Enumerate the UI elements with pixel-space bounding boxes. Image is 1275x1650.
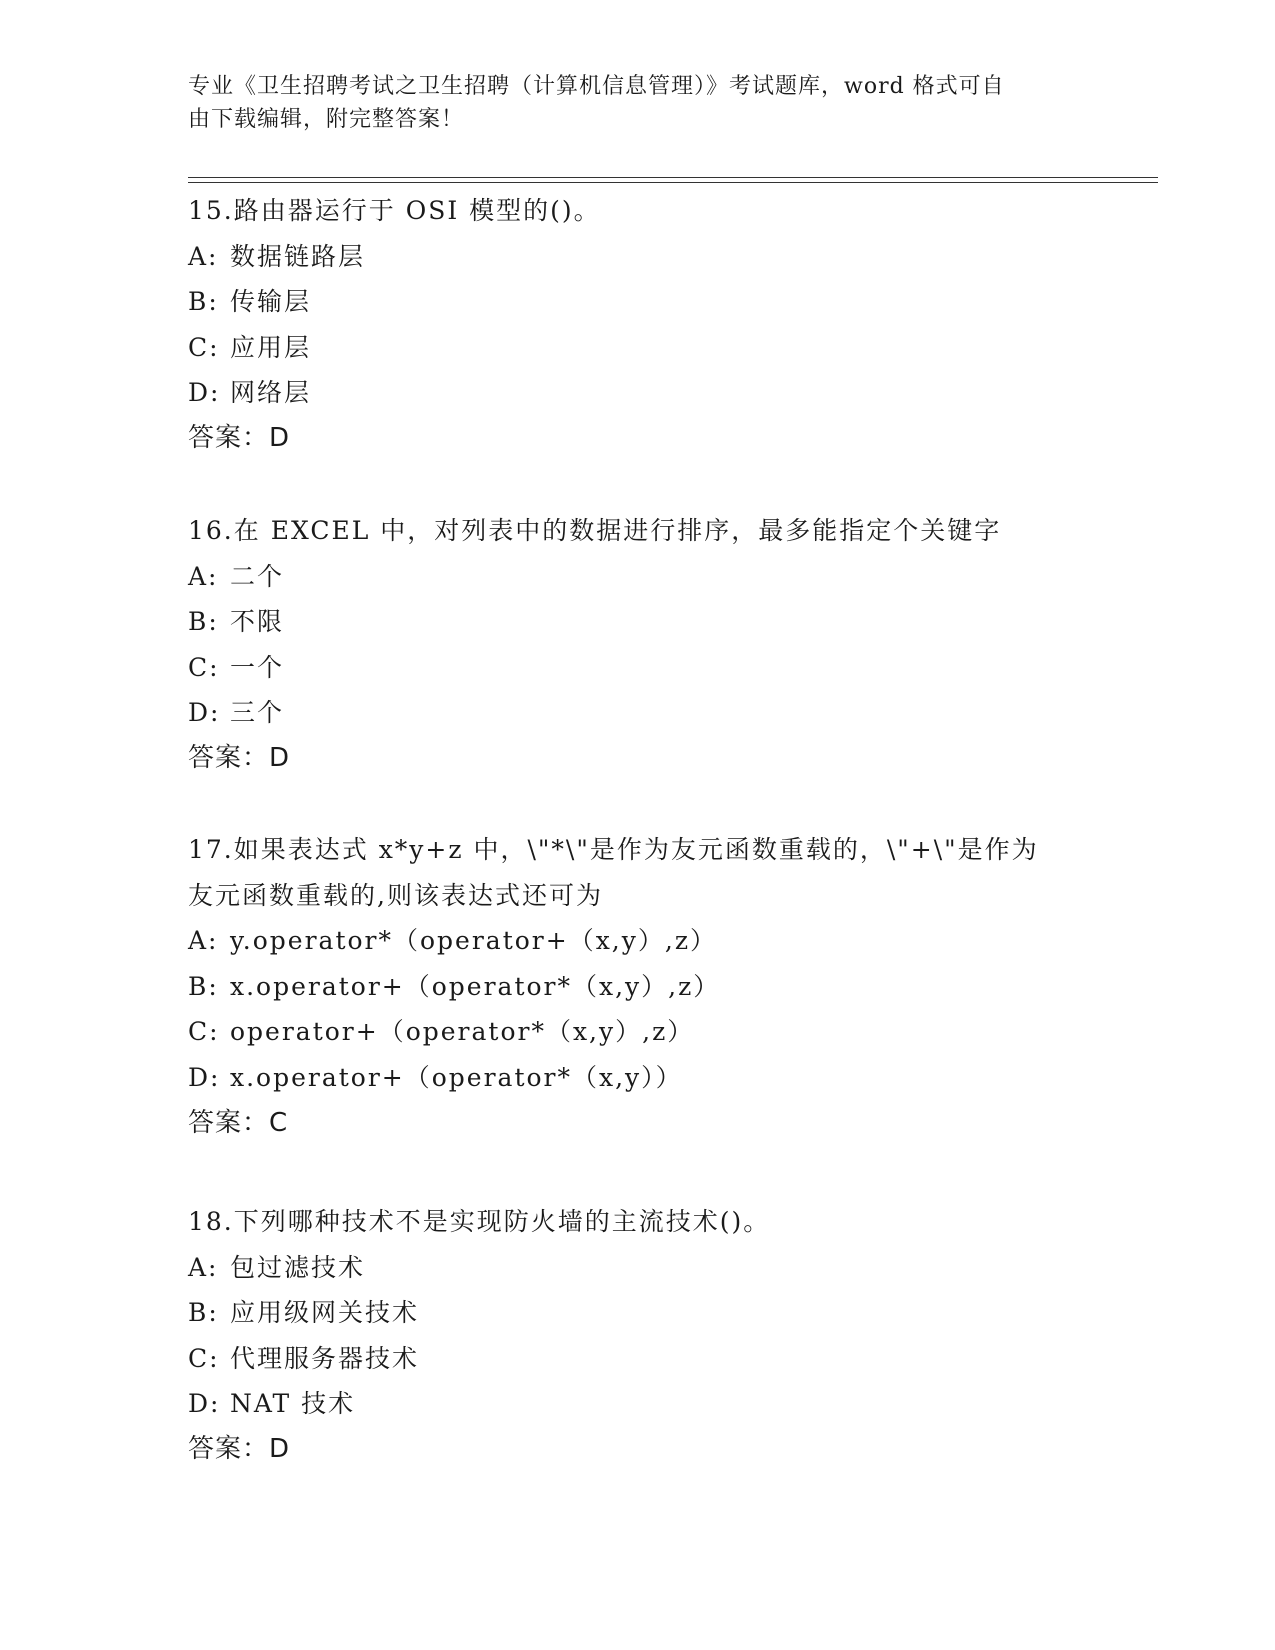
- option-a: [188, 554, 1088, 600]
- question-stem: 18.下列哪种技术不是实现防火墙的主流技术()。: [188, 1207, 771, 1236]
- question-stem: 15.路由器运行于 OSI 模型的()。: [188, 196, 601, 225]
- document-header: [188, 70, 1068, 136]
- option-letter: D:: [188, 698, 221, 728]
- option-letter: A:: [188, 241, 219, 271]
- option-c: [188, 1009, 1088, 1055]
- option-b: [188, 1290, 1088, 1336]
- option-text: 网络层: [230, 378, 312, 408]
- option-d: [188, 690, 1088, 736]
- question-stem-line-2: 友元函数重载的,则该表达式还可为: [188, 880, 603, 910]
- option-b: [188, 279, 1088, 325]
- option-text: 应用级网关技术: [230, 1298, 420, 1328]
- option-letter: D:: [188, 1389, 221, 1419]
- option-text: 一个: [230, 652, 285, 682]
- answer-line: 答案：D: [188, 1433, 291, 1464]
- option-text: 应用层: [230, 332, 312, 362]
- option-b: [188, 964, 1088, 1010]
- question-15: [188, 188, 1088, 462]
- option-a: [188, 234, 1088, 280]
- option-letter: A:: [188, 561, 219, 591]
- option-letter: C:: [188, 1343, 220, 1373]
- option-letter: C:: [188, 332, 220, 362]
- option-letter: C:: [188, 652, 220, 682]
- option-letter: A:: [188, 926, 219, 956]
- option-text: operator+（operator*（x,y）,z）: [230, 1017, 695, 1047]
- option-letter: D:: [188, 1062, 221, 1092]
- header-line-2: 由下载编辑，附完整答案！: [188, 107, 465, 132]
- option-text: x.operator+（operator*（x,y）,z）: [230, 971, 721, 1001]
- question-16: [188, 508, 1088, 782]
- answer-line: 答案：D: [188, 422, 291, 453]
- option-text: 数据链路层: [230, 241, 366, 271]
- option-text: 传输层: [230, 287, 312, 317]
- question-18: [188, 1199, 1088, 1473]
- question-stem: 16.在 EXCEL 中，对列表中的数据进行排序，最多能指定个关键字: [188, 516, 1002, 545]
- option-letter: B:: [188, 607, 219, 637]
- question-stem-line-1: 17.如果表达式 x*y+z 中，\"*\"是作为友元函数重载的，\"+\"是作为: [188, 835, 1039, 864]
- header-divider-top: [188, 177, 1158, 178]
- option-d: [188, 370, 1088, 416]
- question-17: [188, 827, 1088, 1146]
- option-text: 代理服务器技术: [230, 1343, 420, 1373]
- answer-line: 答案：C: [188, 1107, 289, 1138]
- option-c: [188, 1336, 1088, 1382]
- option-text: NAT 技术: [230, 1389, 356, 1419]
- option-c: [188, 325, 1088, 371]
- option-c: [188, 645, 1088, 691]
- option-letter: B:: [188, 1298, 219, 1328]
- option-letter: B:: [188, 287, 219, 317]
- option-text: 三个: [230, 698, 285, 728]
- header-line-1: 专业《卫生招聘考试之卫生招聘（计算机信息管理）》考试题库，word 格式可自: [188, 74, 1005, 99]
- option-a: [188, 918, 1088, 964]
- option-text: x.operator+（operator*（x,y））: [230, 1062, 683, 1092]
- option-text: 包过滤技术: [230, 1252, 366, 1282]
- option-letter: C:: [188, 1017, 220, 1047]
- option-letter: D:: [188, 378, 221, 408]
- option-a: [188, 1245, 1088, 1291]
- option-d: [188, 1055, 1088, 1101]
- option-letter: A:: [188, 1252, 219, 1282]
- option-d: [188, 1381, 1088, 1427]
- option-text: y.operator*（operator+（x,y）,z）: [230, 926, 717, 956]
- option-text: 二个: [230, 561, 285, 591]
- option-b: [188, 599, 1088, 645]
- answer-line: 答案：D: [188, 742, 291, 773]
- option-text: 不限: [230, 607, 285, 637]
- header-divider-bottom: [188, 182, 1158, 183]
- option-letter: B:: [188, 971, 219, 1001]
